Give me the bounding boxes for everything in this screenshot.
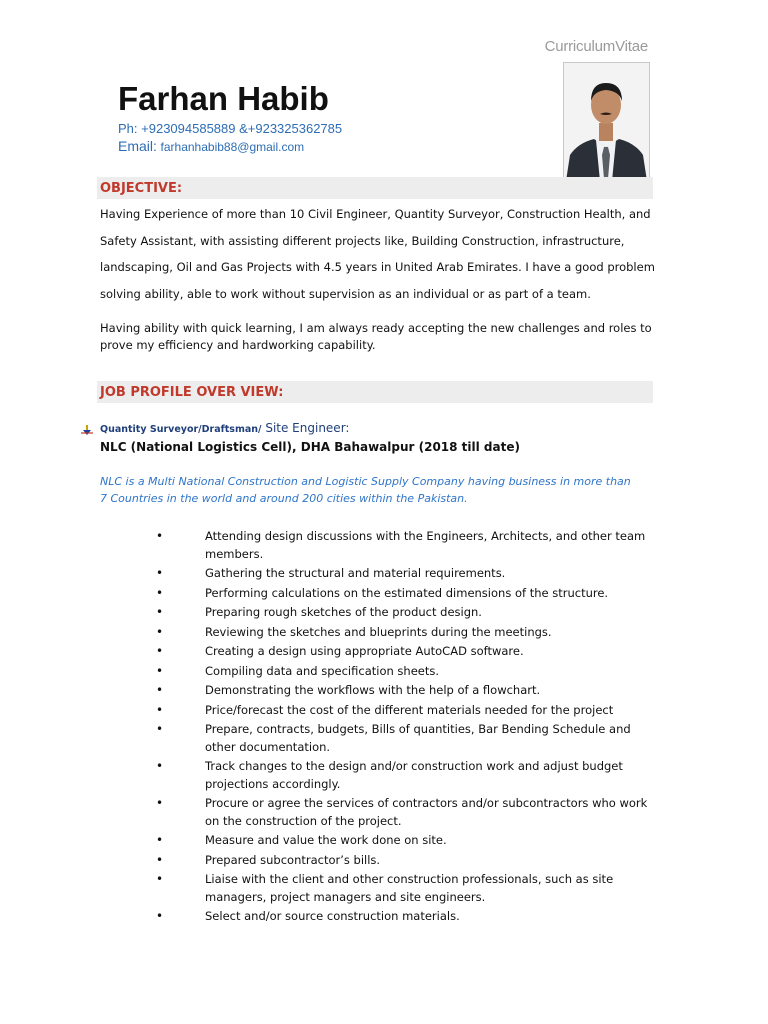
phone-numbers: +923094585889 &+923325362785 (141, 121, 343, 136)
person-portrait-icon (564, 63, 649, 181)
duty-item (150, 643, 660, 661)
bullet-dot: • (156, 529, 164, 543)
duty-text: Reviewing the sketches and blueprints during the meetings. (205, 624, 552, 639)
duty-text: Demonstrating the workflows with the help of a flowchart. (205, 683, 541, 697)
bullet-dot: • (156, 702, 164, 717)
job-role (100, 421, 349, 435)
duty-item (150, 585, 660, 603)
bullet-dot: • (156, 624, 164, 639)
duty-text: Compiling data and specification sheets. (205, 663, 440, 678)
bullet-dot: • (156, 605, 164, 619)
duty-item (150, 795, 660, 830)
duty-text: Gathering the structural and material requirements. (205, 566, 506, 580)
bullet-dot: • (156, 644, 164, 658)
objective-line-3: landscaping, Oil and Gas Projects with 4.5 years in United Arab Emirates. I have a good problem (100, 260, 655, 274)
bullet-dot: • (156, 759, 164, 773)
duty-text: Prepare, contracts, budgets, Bills of quantities, Bar Bending Schedule and other documentation. (205, 722, 631, 754)
email-address[interactable]: farhanhabib88@gmail.com (160, 140, 305, 154)
company-description: NLC is a Multi National Construction and Logistic Supply Company having business in more than 7 Countries in the world and around 200 cities within the Pakistan. (100, 475, 631, 505)
profile-photo (563, 62, 650, 182)
duty-item (150, 758, 660, 793)
duty-text: Creating a design using appropriate AutoCAD software. (205, 644, 524, 658)
duty-text: Measure and value the work done on site. (205, 833, 447, 847)
duty-text: Attending design discussions with the Engineers, Architects, and other team members. (205, 529, 646, 561)
duties-list (150, 528, 660, 928)
phone-label: Ph: (118, 121, 138, 136)
objective-title: OBJECTIVE: (100, 181, 183, 196)
duty-text: Prepared subcontractor’s bills. (205, 852, 381, 867)
bullet-dot: • (156, 722, 164, 736)
objective-line-1: Having Experience of more than 10 Civil Engineer, Quantity Surveyor, Construction Health, and (100, 207, 651, 221)
duty-item (150, 908, 660, 926)
job-role-primary: Quantity Surveyor/Draftsman/ (100, 424, 262, 435)
duty-item (150, 528, 660, 563)
bullet-dot: • (156, 566, 164, 580)
duty-item (150, 852, 660, 870)
objective-line-2: Safety Assistant, with assisting different projects like, Building Construction, infrastructure, (100, 234, 625, 248)
duty-text: Price/forecast the cost of the different materials needed for the project (205, 702, 614, 717)
duty-text: Liaise with the client and other construction professionals, such as site managers, project managers and site engineers. (205, 872, 614, 904)
duty-item (150, 702, 660, 720)
email-line (118, 138, 304, 154)
duty-item (150, 871, 660, 906)
objective-paragraph-2: Having ability with quick learning, I am always ready accepting the new challenges and roles to prove my efficiency and hardworking capability. (100, 321, 652, 352)
duty-item (150, 832, 660, 850)
duty-text: Performing calculations on the estimated dimensions of the structure. (205, 585, 609, 600)
duty-text: Track changes to the design and/or construction work and adjust budget projections accordingly. (205, 759, 623, 791)
duty-item (150, 624, 660, 642)
email-label: Email: (118, 138, 157, 154)
objective-line-4: solving ability, able to work without supervision as an individual or as part of a team. (100, 287, 591, 301)
duty-text: Procure or agree the services of contractors and/or subcontractors who work on the construction of the project. (205, 796, 648, 828)
arrow-bullet-icon (80, 424, 94, 436)
bullet-dot: • (156, 852, 164, 867)
candidate-name: Farhan Habib (118, 80, 329, 117)
bullet-dot: • (156, 663, 164, 678)
bullet-dot: • (156, 683, 164, 697)
job-company: NLC (National Logistics Cell), DHA Bahawalpur (2018 till date) (100, 440, 520, 454)
bullet-dot: • (156, 585, 164, 600)
job-role-secondary: Site Engineer: (261, 421, 350, 435)
duty-text: Preparing rough sketches of the product design. (205, 605, 482, 619)
duty-item (150, 604, 660, 622)
duty-item (150, 682, 660, 700)
job-profile-title: JOB PROFILE OVER VIEW: (100, 385, 284, 400)
duty-item (150, 721, 660, 756)
bullet-dot: • (156, 909, 164, 923)
bullet-dot: • (156, 872, 164, 886)
bullet-dot: • (156, 796, 164, 810)
duty-item (150, 663, 660, 681)
cv-label: CurriculumVitae (544, 38, 648, 55)
duty-item (150, 565, 660, 583)
duty-text: Select and/or source construction materials. (205, 909, 460, 923)
bullet-dot: • (156, 833, 164, 847)
phone-line (118, 121, 342, 136)
